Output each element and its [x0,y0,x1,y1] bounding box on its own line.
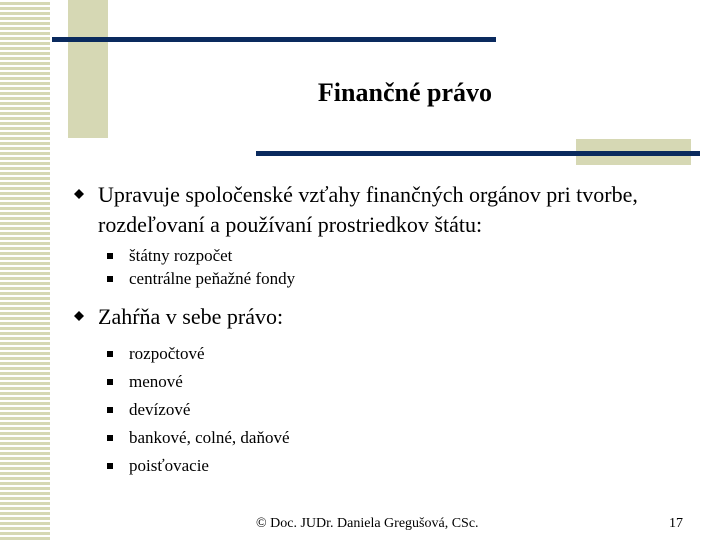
sub-item-text: štátny rozpočet [129,246,233,265]
sub-item-text: rozpočtové [129,344,205,363]
square-bullet-icon [107,379,113,385]
slide-content [70,180,690,477]
sub-list-item [70,454,690,477]
bullet-text: Upravuje spoločenské vzťahy finančných orgánov pri tvorbe, rozdeľovaní a používaní prostriedkov štátu: [98,182,638,237]
sub-item-text: devízové [129,400,191,419]
sub-list-item [70,370,690,393]
square-bullet-icon [107,253,113,259]
slide-title: Finančné právo [317,78,492,107]
square-bullet-icon [107,435,113,441]
sub-list [70,244,690,290]
sub-list-item [70,244,690,267]
square-bullet-icon [107,407,113,413]
sub-list [70,342,690,477]
page-number: 17 [669,516,683,531]
sub-list-item [70,267,690,290]
sub-item-text: poisťovacie [129,456,209,475]
sub-item-text: bankové, colné, daňové [129,428,290,447]
bullet-point [70,180,690,240]
decorative-stripes [0,0,50,540]
square-bullet-icon [107,351,113,357]
title-rule-bottom [256,151,700,156]
title-rule-top [52,37,496,42]
square-bullet-icon [107,276,113,282]
diamond-bullet-icon [74,189,84,199]
sub-item-text: centrálne peňažné fondy [129,269,296,288]
bullet-text: Zahŕňa v sebe právo: [98,304,284,329]
decorative-block-top [68,0,108,138]
diamond-bullet-icon [74,311,84,321]
square-bullet-icon [107,463,113,469]
footer-credit: © Doc. JUDr. Daniela Gregušová, CSc. [256,516,479,531]
bullet-point [70,302,690,332]
sub-list-item [70,398,690,421]
sub-item-text: menové [129,372,183,391]
sub-list-item [70,426,690,449]
sub-list-item [70,342,690,365]
